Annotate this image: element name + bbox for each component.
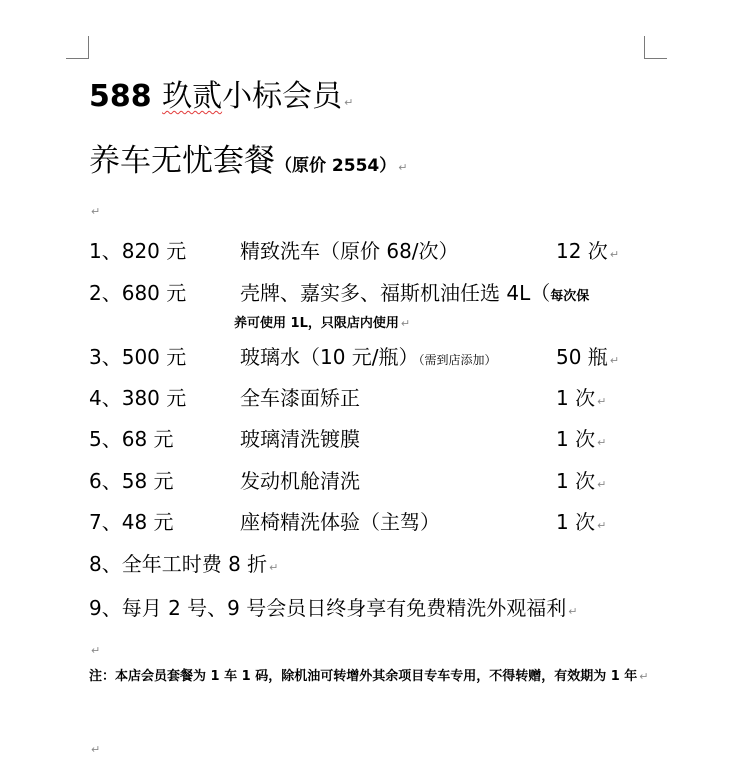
paragraph-mark: ↵ — [269, 561, 279, 574]
paragraph-mark: ↵ — [597, 395, 607, 408]
item-service — [240, 341, 497, 370]
item-price: 4、380 元 — [89, 386, 187, 410]
item-qty — [556, 506, 606, 535]
item-qty — [556, 235, 619, 264]
list-item — [89, 423, 649, 453]
empty-paragraph — [89, 738, 100, 757]
item-qty-text: 1 次 — [556, 510, 596, 534]
paragraph-mark: ↵ — [597, 478, 607, 491]
paragraph-mark: ↵ — [398, 161, 408, 174]
paragraph-mark: ↵ — [609, 248, 620, 261]
item-price: 6、58 元 — [89, 469, 174, 493]
item-price: 1、820 元 — [89, 239, 187, 263]
paragraph-mark: ↵ — [568, 605, 578, 618]
item-qty — [556, 341, 619, 370]
list-item — [89, 341, 649, 371]
crop-mark-top-right — [644, 36, 667, 59]
package-title — [89, 135, 407, 180]
crop-mark-top-left — [66, 36, 89, 59]
empty-paragraph — [89, 639, 100, 658]
item-service-wrap — [234, 312, 410, 331]
package-name: 养车无忧套餐 — [89, 143, 275, 179]
item-9-text: 9、每月 2 号、9 号会员日终身享有免费精洗外观福利 — [89, 596, 567, 620]
item-service-note: （需到店添加） — [418, 353, 497, 367]
original-price: （原价 2554） — [275, 156, 397, 176]
list-item — [89, 465, 649, 495]
item-service: 精致洗车（原价 68/次） — [240, 239, 459, 263]
paragraph-mark: ↵ — [400, 317, 411, 330]
list-item — [89, 277, 669, 307]
item-service-wrap-text: 养可使用 1L，只限店内使用 — [234, 316, 399, 331]
paragraph-mark: ↵ — [609, 354, 620, 367]
title-prefix: 588 — [89, 79, 163, 114]
item-qty-text: 1 次 — [556, 386, 596, 410]
paragraph-mark: ↵ — [639, 670, 649, 683]
item-price: 2、680 元 — [89, 281, 187, 305]
item-price: 7、48 元 — [89, 510, 174, 534]
item-qty-text: 12 次 — [556, 239, 608, 263]
paragraph-mark: ↵ — [597, 436, 607, 449]
paragraph-mark: ↵ — [597, 519, 607, 532]
item-price: 5、68 元 — [89, 427, 174, 451]
list-item — [89, 506, 649, 536]
paragraph-mark: ↵ — [91, 644, 101, 657]
item-8-text: 8、全年工时费 8 折 — [89, 552, 268, 576]
list-item — [89, 548, 278, 577]
item-price: 3、500 元 — [89, 345, 187, 369]
item-service: 玻璃清洗镀膜 — [240, 427, 360, 451]
page-title — [89, 71, 353, 115]
item-qty — [556, 423, 606, 452]
paragraph-mark: ↵ — [91, 743, 101, 756]
item-service: 全车漆面矫正 — [240, 386, 360, 410]
item-qty — [556, 382, 606, 411]
footnote — [89, 666, 649, 687]
title-rest: 小标会员 — [222, 79, 343, 114]
list-item — [89, 235, 649, 265]
item-qty — [556, 465, 606, 494]
item-service-text: 玻璃水（10 元/瓶） — [240, 345, 419, 369]
item-service — [240, 277, 589, 306]
item-qty-text: 1 次 — [556, 469, 596, 493]
item-qty-text: 1 次 — [556, 427, 596, 451]
empty-paragraph — [89, 200, 100, 219]
paragraph-mark: ↵ — [91, 205, 101, 218]
list-item — [89, 382, 649, 412]
footnote-text: 注：本店会员套餐为 1 车 1 码，除机油可转增外其余项目专车专用，不得转赠，有效期为 1 年 — [89, 669, 638, 684]
item-qty-text: 50 瓶 — [556, 345, 608, 369]
item-service: 发动机舱清洗 — [240, 469, 360, 493]
item-service-text: 壳牌、嘉实多、福斯机油任选 4L（ — [240, 281, 551, 305]
list-item — [89, 592, 577, 621]
item-service: 座椅精洗体验（主驾） — [240, 510, 440, 534]
item-service-note: 每次保 — [550, 289, 590, 304]
title-underlined-word: 玖贰 — [162, 79, 223, 114]
paragraph-mark: ↵ — [344, 96, 354, 109]
